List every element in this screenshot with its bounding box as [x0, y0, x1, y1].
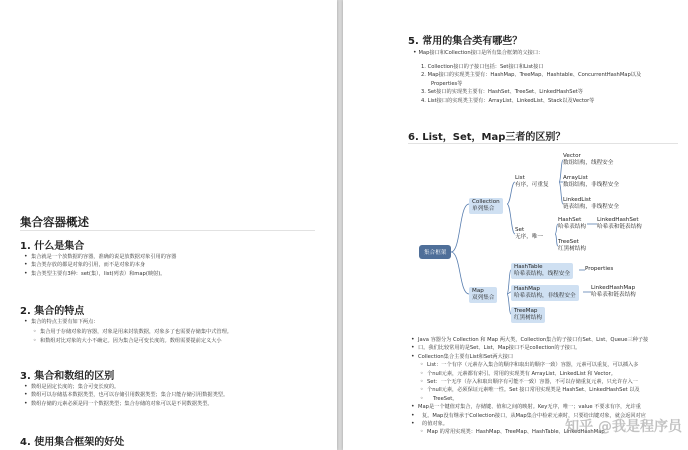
list-item: • 数组可以存储基本数据类型，也可以存储引用数据类型；集合只能存储引用数据类型。 [22, 391, 228, 399]
node-title: Collection [472, 199, 500, 205]
node-arraylist [563, 175, 619, 189]
node-desc: 哈希表结构，非线程安全 [514, 293, 576, 299]
node-title: Set [515, 227, 525, 233]
connector-line [451, 204, 469, 252]
node-title: ArrayList [563, 175, 588, 181]
node-hashtable [511, 263, 573, 279]
list-item: • Collection集合主要有List和Set两大接口 [409, 353, 648, 361]
section-heading-5: 5. 常用的集合类有哪些？ [408, 36, 523, 47]
list-item: ◦ Set：一个无序（存入和取出顺序有可能不一致）容器，不可以存储重复元素，只允许存入一 [409, 378, 648, 386]
node-title: LinkedList [563, 197, 592, 203]
collection-mindmap [411, 146, 679, 336]
section-3-list [22, 383, 228, 408]
section-6-divider [408, 143, 678, 144]
node-desc: 双列集合 [472, 295, 495, 301]
watermark: 知乎 @我是程序员 [565, 419, 682, 435]
node-linkedhashset [597, 217, 642, 231]
list-item: 4. List接口的实现类主要有：ArrayList、LinkedList、Stack以及Vector等 [421, 97, 595, 104]
node-title: TreeMap [514, 308, 538, 314]
list-item: • 集合的特点主要有如下两点： [22, 318, 232, 326]
list-item: ◦ Map 的常用实现类：HashMap、TreeMap、HashTable、LinkedHashMap [409, 428, 648, 436]
node-list [515, 175, 549, 189]
node-hashset [558, 217, 586, 231]
list-item: ◦ 个null元素，元素都有索引。常用的实现类有 ArrayList、LinkedList 和 Vector。 [409, 370, 648, 378]
node-desc: 哈希表和链表结构 [597, 224, 642, 230]
list-item: • 集合就是一个放数据的容器，准确的说是放数据对象引用的容器 [22, 253, 176, 261]
node-title: Vector [563, 153, 581, 159]
node-title: List [515, 175, 525, 181]
section-5-list [421, 63, 641, 105]
node-vector [563, 153, 613, 167]
connector-line [507, 182, 515, 204]
node-desc: 无序，唯一 [515, 234, 543, 240]
node-title: HashMap [514, 286, 540, 292]
list-item: • 数组是固定长度的；集合可变长度的。 [22, 383, 228, 391]
node-properties: Properties [585, 266, 614, 272]
list-item: 2. Map接口的实现类主要有：HashMap、TreeMap、Hashtable、ConcurrentHashMap以及 [421, 72, 642, 79]
list-item: Properties等 [431, 80, 463, 87]
section-heading-4: 4. 使用集合框架的好处 [20, 437, 125, 448]
section-heading-3: 3. 集合和数组的区别 [20, 371, 115, 382]
node-title: LinkedHashMap [591, 285, 636, 291]
node-title: TreeSet [558, 239, 579, 245]
node-desc: 哈希表和链表结构 [591, 292, 636, 298]
node-linkedlist [563, 197, 619, 211]
list-item: • 复。Map没有继承于Collection接口，从Map集合中检索元素时，只要给出键对象，就会返回对应 [409, 412, 648, 420]
intro-text: Map接口和Collection接口是所有集合框架的父接口： [418, 50, 544, 56]
node-desc: 数组结构，线程安全 [563, 160, 614, 166]
list-item: ◦ 和数组对比对象的大小不确定。因为集合是可变长度的。数组需要提前定义大小 [22, 337, 232, 345]
connector-line [451, 252, 469, 294]
section-heading-1: 1. 什么是集合 [20, 241, 85, 252]
node-desc: 红黑树结构 [558, 246, 586, 252]
node-collection [469, 198, 503, 214]
node-desc: 数组结构，非线程安全 [563, 182, 619, 188]
node-map [469, 287, 497, 303]
node-desc: 哈希表结构 [558, 224, 586, 230]
title-divider [20, 230, 315, 231]
node-treeset [558, 239, 586, 253]
chapter-title: 集合容器概述 [20, 215, 89, 229]
list-item: • Java 容器分为 Collection 和 Map 两大类，Collection集合的子接口有Set、List、Queue三种子接 [409, 336, 648, 344]
list-item: • 集合类型主要有3种：set(集），list(列表）和map(映射)。 [22, 270, 176, 278]
node-desc: 单列集合 [472, 206, 495, 212]
node-title: HashSet [558, 217, 582, 223]
node-title: Map [472, 288, 484, 294]
list-item: • 集合类存放的都是对象的引用，而不是对象的本身 [22, 261, 176, 269]
node-desc: 有序，可重复 [515, 182, 549, 188]
node-desc: 链表结构，非线程安全 [563, 204, 619, 210]
node-set [515, 227, 543, 241]
node-desc: 红黑树结构 [514, 315, 542, 321]
list-item: • Map是一个键值对集合，存储键、值和之间的映射。Key无序，唯一；value 不要求有序，允许重 [409, 403, 648, 411]
list-item: • 的值对象。 [409, 420, 648, 428]
left-page [0, 0, 337, 450]
section-2-list [22, 318, 232, 345]
node-hashmap [511, 285, 579, 301]
list-item: • 数组存储的元素必须是同一个数据类型；集合存储的对象可以是不同数据类型。 [22, 400, 228, 408]
section-heading-6: 6. List，Set，Map三者的区别？ [408, 132, 566, 143]
list-item: 1. Collection接口的子接口包括：Set接口和List接口 [421, 64, 544, 70]
node-desc: 哈希表结构，线程安全 [514, 271, 570, 277]
list-item: • 口。我们比较常用的是Set、List，Map接口不是collection的子接口。 [409, 344, 648, 352]
list-item: ◦ List：一个有序（元素存入集合的顺序和取出的顺序一致）容器，元素可以重复，可以插入多 [409, 361, 648, 369]
node-title: HashTable [514, 264, 543, 270]
list-item: 3. Set接口的实现类主要有：HashSet、TreeSet、LinkedHashSet等 [421, 89, 583, 96]
list-item: ◦ TreeSet。 [409, 395, 648, 403]
list-item: ◦ 集合用于存储对象的容器，对象是用来封装数据，对象多了也需要存储集中式管理。 [22, 328, 232, 336]
node-treemap [511, 307, 545, 323]
connector-line [507, 204, 515, 234]
list-item: ◦ 个null元素，必须保证元素唯一性。Set 接口常用实现类是 HashSet、LinkedHashSet 以及 [409, 386, 648, 394]
section-5-intro: • Map接口和Collection接口是所有集合框架的父接口： [413, 49, 544, 56]
node-linkedhashmap [591, 285, 636, 299]
section-heading-2: 2. 集合的特点 [20, 306, 85, 317]
node-title: LinkedHashSet [597, 217, 639, 223]
root-node: 集合框架 [419, 245, 451, 259]
section-1-list [22, 253, 176, 278]
